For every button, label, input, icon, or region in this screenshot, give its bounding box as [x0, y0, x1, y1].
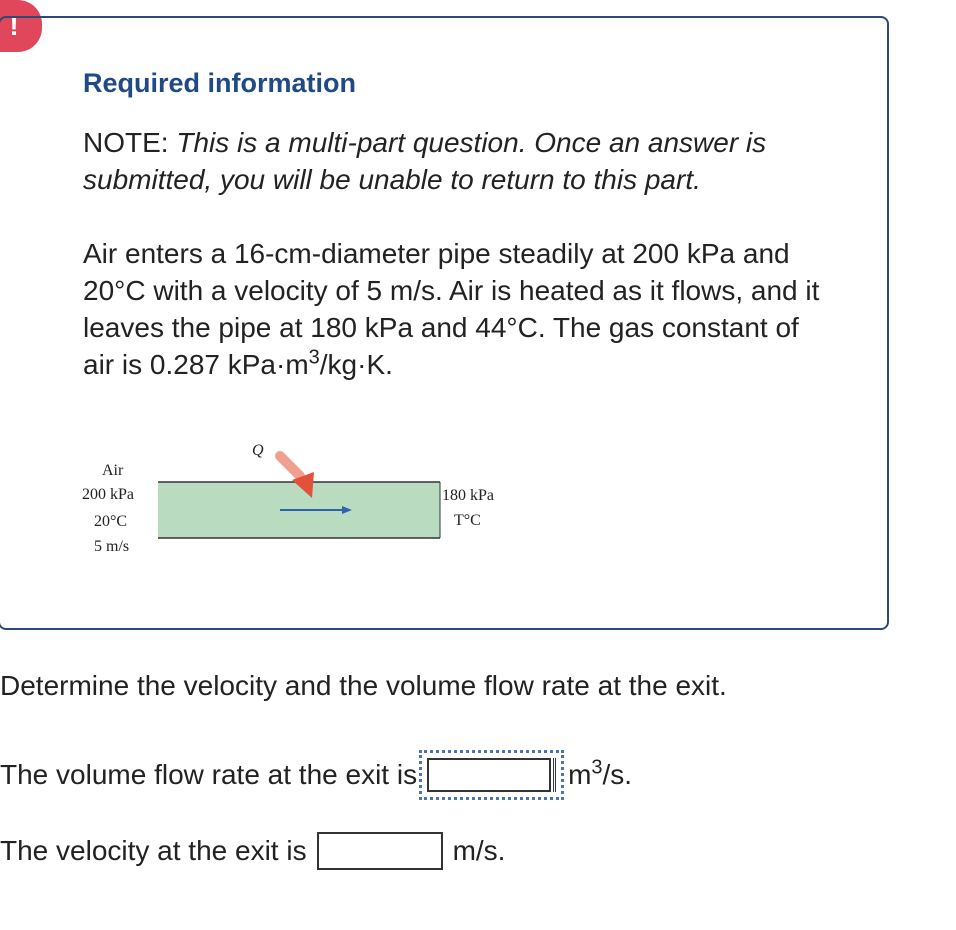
volume-flow-input[interactable]	[427, 758, 551, 792]
problem-statement: Air enters a 16-cm-diameter pipe steadily at 200 kPa and 20°C with a velocity of 5 m/s. Air is heated as it flows, and it leaves the pipe at 180 kPa and 44°C. The gas constant of air is 0.287 $kPa\cdot m^3/kg\cdot K$.	[83, 238, 820, 380]
question-text: Determine the velocity and the volume flow rate at the exit.	[0, 670, 727, 701]
heat-arrow-shaft	[280, 456, 300, 476]
volume-flow-label: The volume flow rate at the exit is	[0, 759, 418, 790]
volume-flow-focus-ring	[419, 750, 564, 800]
inlet-fluid-label: Air	[102, 462, 124, 479]
velocity-unit: m/s.	[452, 835, 506, 866]
volume-flow-row	[0, 750, 632, 800]
note-prefix: NOTE:	[83, 127, 169, 158]
inlet-temperature-label: 20°C	[94, 513, 128, 530]
volume-flow-unit: $m^3/s$.	[568, 756, 633, 790]
exclamation-icon: !	[0, 0, 42, 52]
note-text	[83, 124, 823, 198]
pipe-diagram	[80, 440, 520, 570]
velocity-row	[0, 832, 505, 870]
heat-label: Q	[252, 442, 264, 459]
outlet-pressure-label: 180 kPa	[442, 487, 494, 504]
problem-superscript: 3	[308, 346, 320, 369]
input-cursor	[553, 758, 556, 792]
card-title: Required information	[83, 68, 357, 98]
velocity-input[interactable]	[317, 832, 443, 870]
inlet-pressure-label: 200 kPa	[82, 486, 134, 503]
note-body: This is a multi-part question. Once an answer is submitted, you will be unable to return to this part.	[83, 127, 767, 195]
inlet-velocity-label: 5 m/s	[94, 538, 130, 555]
velocity-label: The velocity at the exit is	[0, 835, 307, 866]
outlet-temperature-label: T°C	[454, 512, 481, 529]
pipe-figure	[80, 440, 520, 570]
